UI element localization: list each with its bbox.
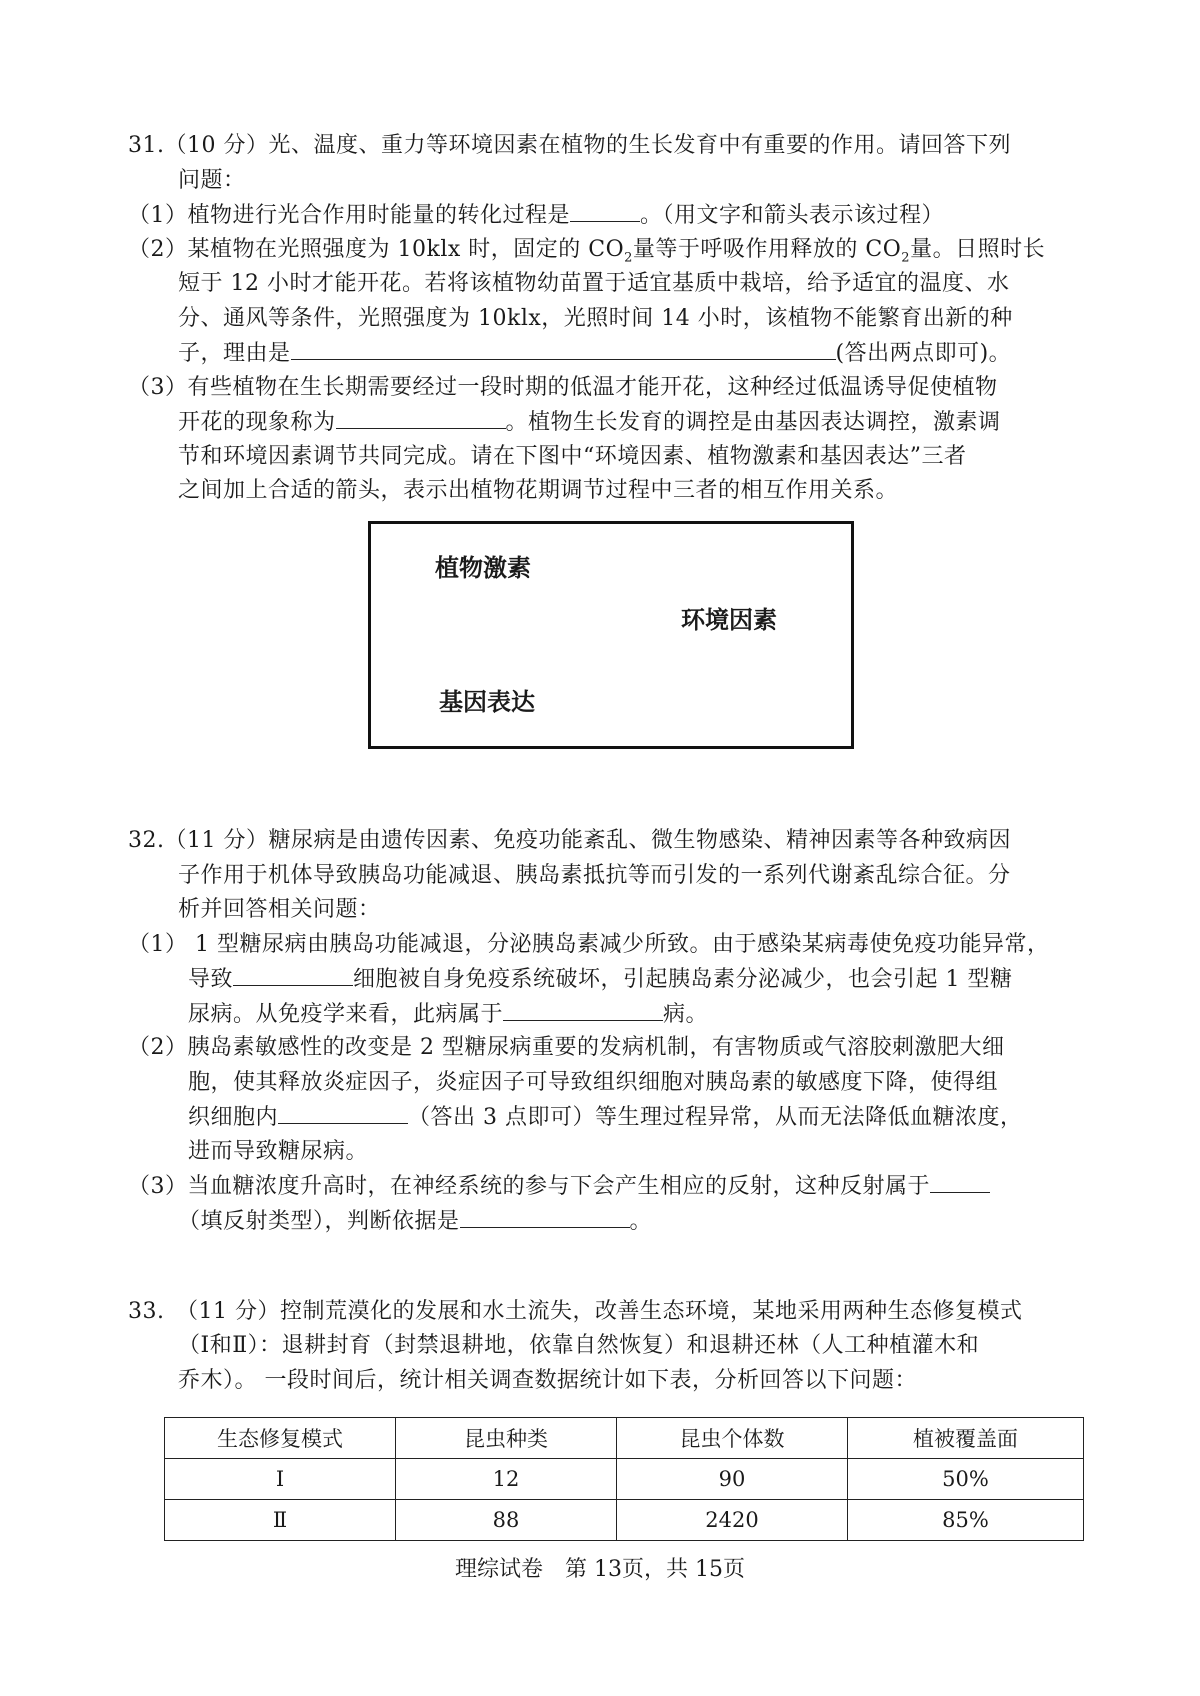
q32-sub3-text-c: 。 [629, 1209, 653, 1234]
table-cell: Ⅰ [165, 1459, 396, 1500]
answer-blank[interactable] [930, 1170, 990, 1193]
answer-blank[interactable] [570, 199, 640, 222]
answer-blank[interactable] [291, 337, 836, 360]
q32-sub2-text-b: （答出 3 点即可）等生理过程异常，从而无法降低血糖浓度， [408, 1105, 1023, 1130]
q31-sub2-text-a: （2）某植物在光照强度为 10klx 时，固定的 CO [128, 237, 625, 262]
table-header: 昆虫种类 [396, 1418, 617, 1459]
q32-line-1: 32.（11 分）糖尿病是由遗传因素、免疫功能紊乱、微生物感染、精神因素等各种致病因 [128, 828, 1011, 853]
q31-sub3-line-1: （3）有些植物在生长期需要经过一段时期的低温才能开花，这种经过低温诱导促使植物 [128, 375, 998, 400]
q31-line-2: 问题： [178, 168, 246, 193]
table-row [165, 1500, 1084, 1541]
q31-sub2-text-e: (答出两点即可)。 [835, 341, 1012, 366]
table-cell: 50% [848, 1459, 1084, 1500]
answer-blank[interactable] [503, 998, 663, 1021]
table-header: 昆虫个体数 [617, 1418, 848, 1459]
q31-sub2-text-c: 量。日照时长 [910, 237, 1046, 262]
q31-sub2-text-b: 量等于呼吸作用释放的 CO [632, 237, 902, 262]
q31-sub3-text-a: 开花的现象称为 [178, 410, 336, 435]
q33-line-3: 乔木）。 一段时间后，统计相关调查数据统计如下表，分析回答以下问题： [178, 1368, 917, 1393]
q32-sub3-text-b: （填反射类型），判断依据是 [178, 1209, 460, 1234]
q32-sub3-text-a: （3）当血糖浓度升高时，在神经系统的参与下会产生相应的反射，这种反射属于 [128, 1174, 930, 1199]
q32-line-2: 子作用于机体导致胰岛功能减退、胰岛素抵抗等而引发的一系列代谢紊乱综合征。分 [178, 863, 1011, 888]
table-row [165, 1459, 1084, 1500]
q33-line-2: （Ⅰ和Ⅱ）：退耕封育（封禁退耕地，依靠自然恢复）和退耕还林（人工种植灌木和 [178, 1333, 980, 1358]
q33-line-1: 33. （11 分）控制荒漠化的发展和水土流失，改善生态环境，某地采用两种生态修复模式 [128, 1299, 1023, 1324]
table-header: 生态修复模式 [165, 1418, 396, 1459]
q31-sub2-line-4 [178, 337, 1011, 370]
q31-sub2-line-3: 分、通风等条件，光照强度为 10klx，光照时间 14 小时，该植物不能繁育出新的种 [178, 306, 1013, 331]
q32-sub1-line-3 [188, 998, 708, 1031]
table-cell: 12 [396, 1459, 617, 1500]
survey-table [164, 1417, 1084, 1541]
q32-sub2-line-3 [188, 1101, 1023, 1134]
q32-sub1-text-d: 病。 [663, 1002, 709, 1027]
regulation-diagram[interactable] [368, 521, 854, 749]
q31-sub2-line-2: 短于 12 小时才能开花。若将该植物幼苗置于适宜基质中栽培，给予适宜的温度、水 [178, 271, 1010, 296]
page-footer: 理综试卷 第 13页，共 15页 [455, 1557, 745, 1582]
q31-sub1 [128, 199, 944, 232]
answer-blank[interactable] [336, 406, 506, 429]
table-cell: Ⅱ [165, 1500, 396, 1541]
q32-sub1-line-1: （1） 1 型糖尿病由胰岛功能减退，分泌胰岛素减少所致。由于感染某病毒使免疫功能异常， [128, 932, 1050, 957]
table-header: 植被覆盖面 [848, 1418, 1084, 1459]
q32-sub2-line-2: 胞，使其释放炎症因子，炎症因子可导致组织细胞对胰岛素的敏感度下降，使得组 [188, 1070, 999, 1095]
q32-sub2-line-4: 进而导致糖尿病。 [188, 1139, 369, 1164]
q31-line-1: 31.（10 分）光、温度、重力等环境因素在植物的生长发育中有重要的作用。请回答下列 [128, 133, 1011, 158]
table-cell: 2420 [617, 1500, 848, 1541]
q32-sub1-text-c: 尿病。从免疫学来看，此病属于 [188, 1002, 504, 1027]
q31-sub3-text-b: 。植物生长发育的调控是由基因表达调控，激素调 [505, 410, 1001, 435]
q32-sub1-text-b: 细胞被自身免疫系统破坏，引起胰岛素分泌减少，也会引起 1 型糖 [353, 967, 1013, 992]
q31-sub1-text-b: 。（用文字和箭头表示该过程） [640, 203, 945, 228]
q32-line-3: 析并回答相关问题： [178, 897, 381, 922]
table-cell: 90 [617, 1459, 848, 1500]
table-cell: 85% [848, 1500, 1084, 1541]
q32-sub1-line-2 [188, 963, 1013, 996]
q32-sub2-line-1: （2）胰岛素敏感性的改变是 2 型糖尿病重要的发病机制，有害物质或气溶胶刺激肥大细 [128, 1035, 1005, 1060]
q31-sub3-line-4: 之间加上合适的箭头，表示出植物花期调节过程中三者的相互作用关系。 [178, 478, 899, 503]
table-header-row [165, 1418, 1084, 1459]
subscript: 2 [624, 250, 633, 266]
q32-sub3-line-1 [128, 1170, 990, 1203]
diagram-label-gene: 基因表达 [439, 688, 535, 716]
answer-blank[interactable] [233, 963, 353, 986]
answer-blank[interactable] [278, 1101, 408, 1124]
table-cell: 88 [396, 1500, 617, 1541]
diagram-label-environment: 环境因素 [681, 606, 777, 634]
q31-sub2-text-d: 子，理由是 [178, 341, 291, 366]
q31-sub3-line-2 [178, 406, 1001, 439]
diagram-label-hormone: 植物激素 [435, 554, 531, 582]
q32-sub2-text-a: 织细胞内 [188, 1105, 279, 1130]
answer-blank[interactable] [460, 1205, 630, 1228]
q32-sub1-text-a: 导致 [188, 967, 234, 992]
q32-sub3-line-2 [178, 1205, 652, 1238]
subscript: 2 [901, 250, 911, 266]
q31-sub1-text-a: （1）植物进行光合作用时能量的转化过程是 [128, 203, 570, 228]
q31-sub3-line-3: 节和环境因素调节共同完成。请在下图中“环境因素、植物激素和基因表达”三者 [178, 444, 967, 469]
